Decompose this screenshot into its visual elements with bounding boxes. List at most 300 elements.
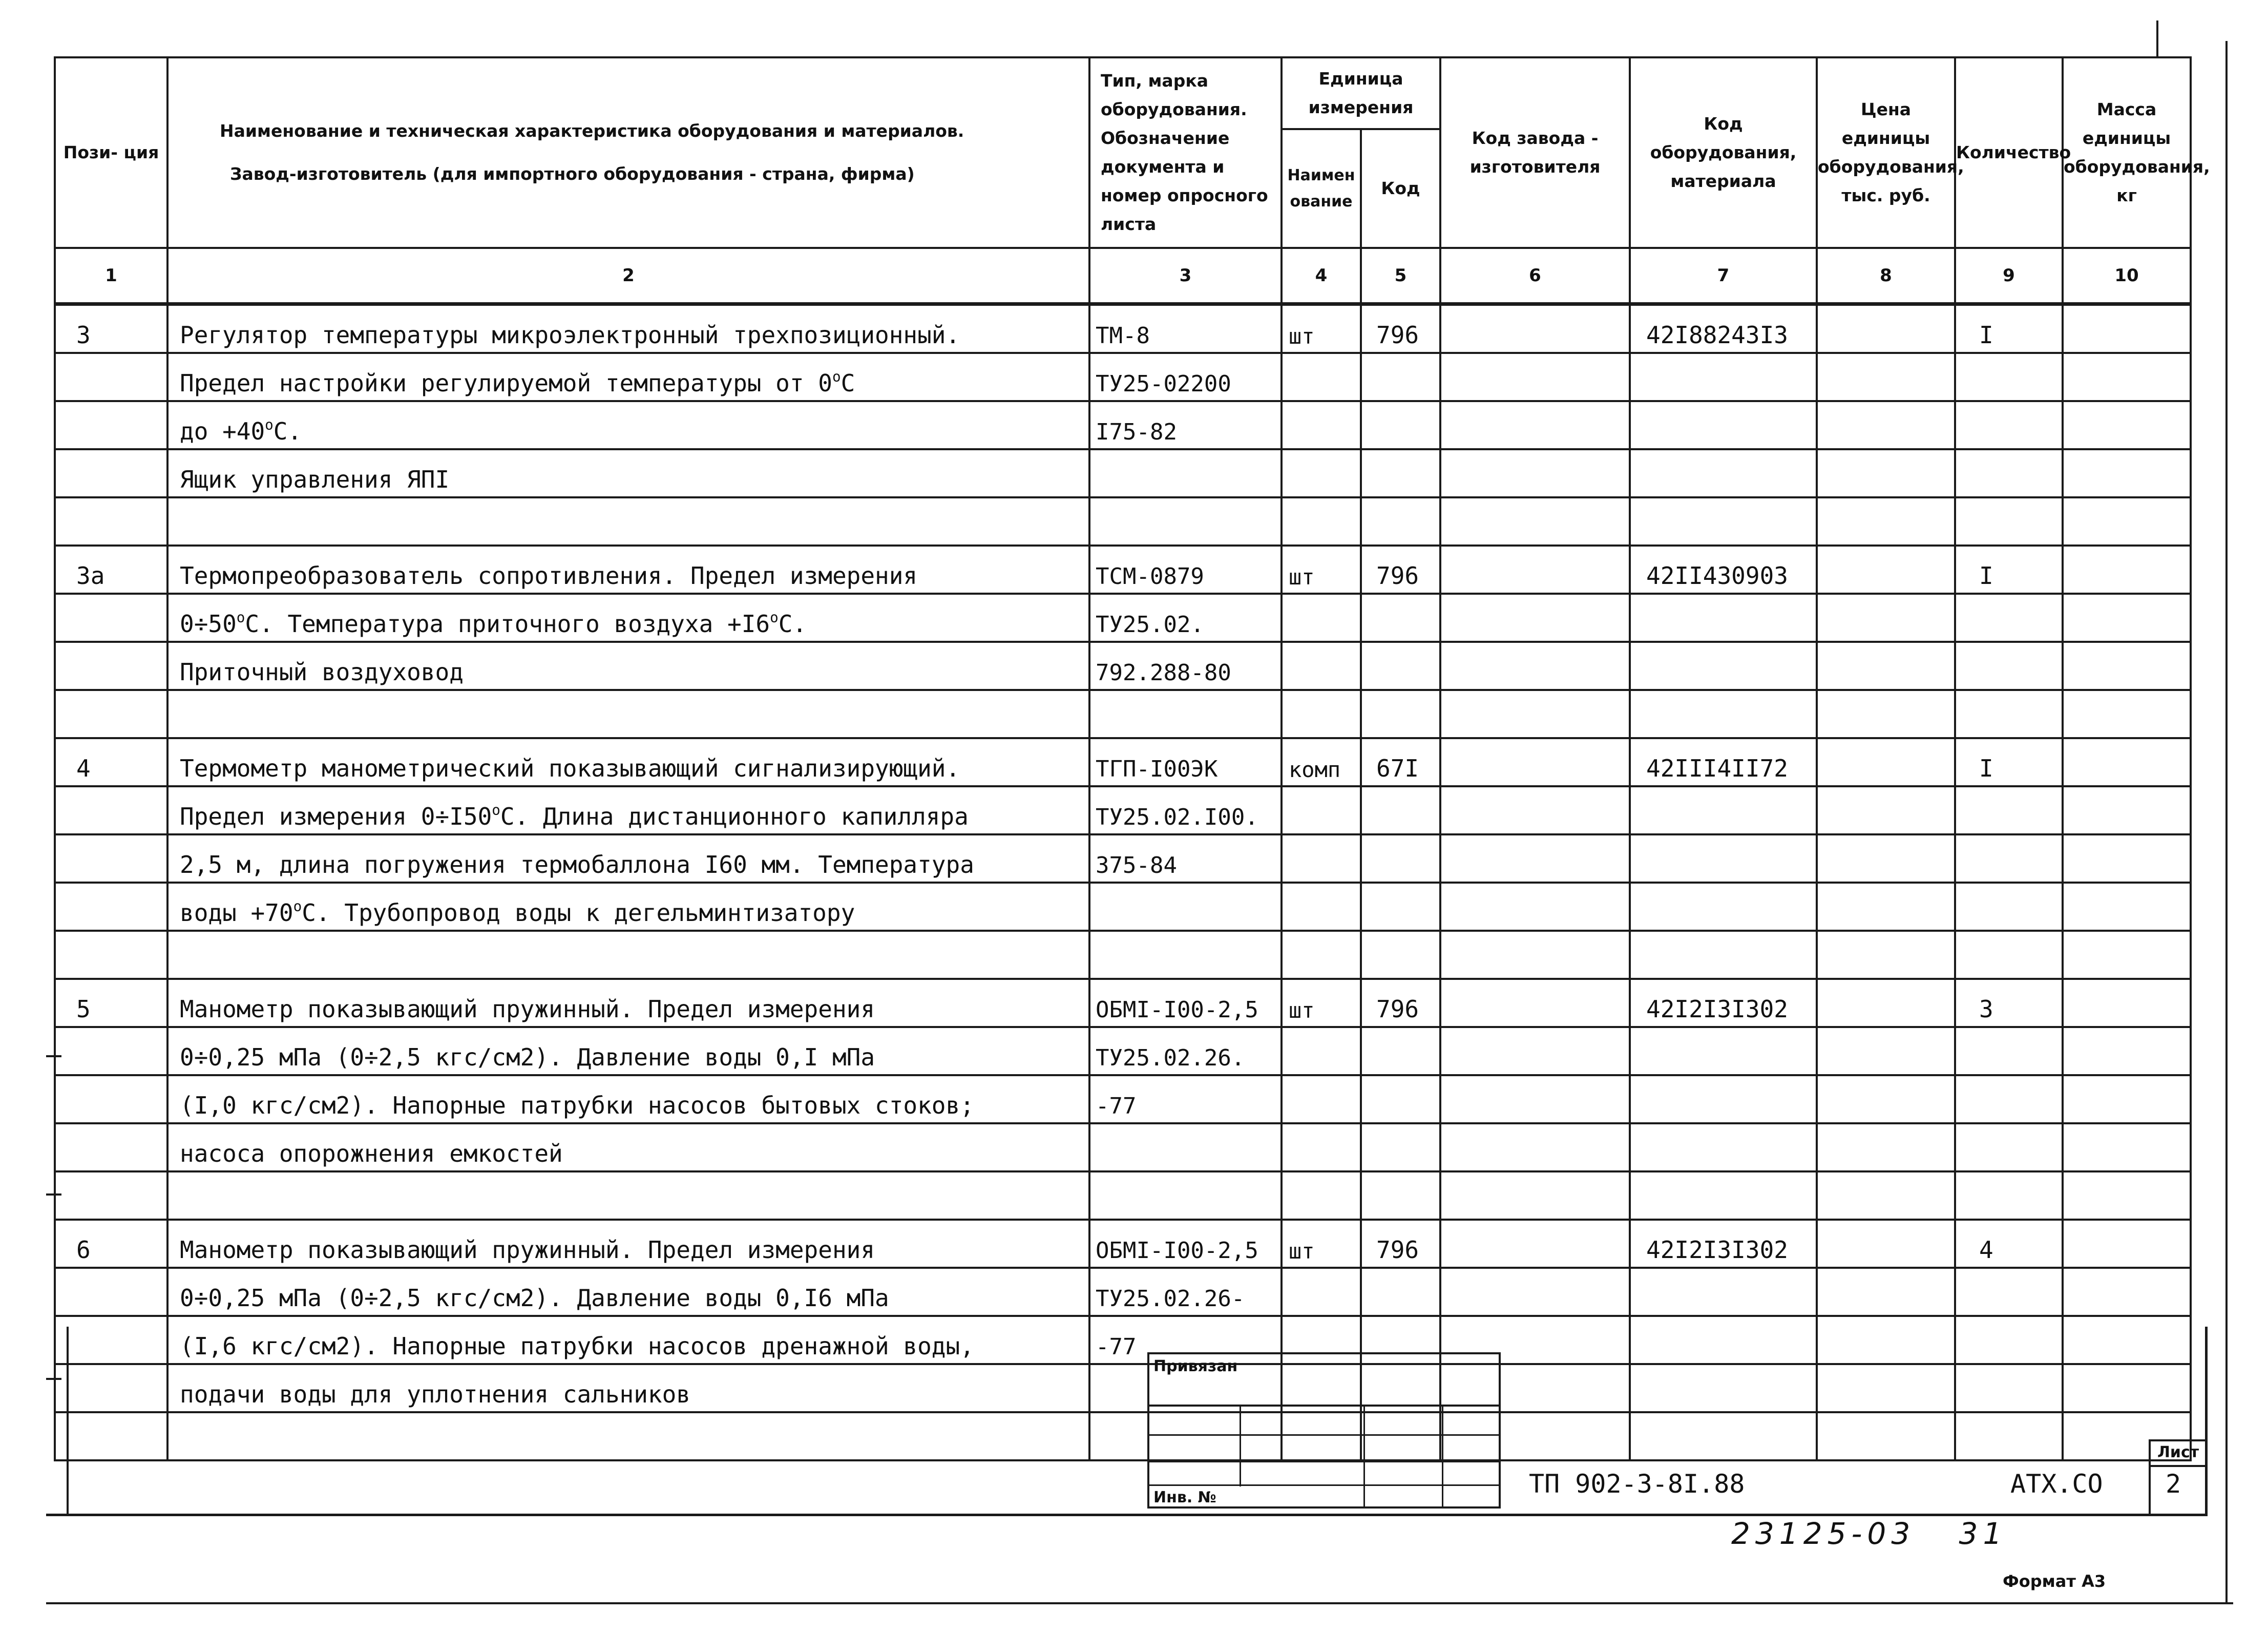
frame-left-line <box>67 1327 69 1516</box>
row-position <box>55 449 167 497</box>
row-unit-code: 796 <box>1361 546 1440 594</box>
row-factory-code <box>1440 642 1630 690</box>
row-equipment-code <box>1630 497 1817 546</box>
row-price <box>1817 1027 1955 1075</box>
row-name <box>167 786 1089 834</box>
row-position <box>55 786 167 834</box>
degree-mark: о <box>832 368 841 385</box>
row-mass <box>2063 594 2191 642</box>
row-unit-name <box>1282 449 1361 497</box>
table-row <box>55 353 2191 401</box>
row-unit-code <box>1361 401 1440 449</box>
row-equipment-code <box>1630 690 1817 738</box>
row-equipment-code <box>1630 931 1817 979</box>
document-number: ТП 902-3-8I.88 <box>1529 1469 1745 1499</box>
row-mass <box>2063 1027 2191 1075</box>
row-name: Термопреобразователь сопротивления. Предел измерения <box>167 546 1089 594</box>
row-name: (I,6 кгс/см2). Напорные патрубки насосов дренажной воды, <box>167 1316 1089 1364</box>
table-row <box>55 497 2191 546</box>
table-row <box>55 1075 2191 1123</box>
row-equipment-code: 42II430903 <box>1630 546 1817 594</box>
row-unit-code <box>1361 642 1440 690</box>
row-equipment-code <box>1630 353 1817 401</box>
row-name: 0÷0,25 мПа (0÷2,5 кгс/см2). Давление воды 0,I6 мПа <box>167 1268 1089 1316</box>
row-type: ТГП-I00ЭК <box>1089 738 1282 786</box>
row-position <box>55 883 167 931</box>
row-quantity <box>1955 1316 2063 1364</box>
row-price <box>1817 1412 1955 1460</box>
row-type: ТУ25.02.26- <box>1089 1268 1282 1316</box>
row-quantity: 3 <box>1955 979 2063 1027</box>
row-price <box>1817 1316 1955 1364</box>
column-number: 9 <box>1955 248 2063 304</box>
row-unit-code <box>1361 449 1440 497</box>
table-row <box>55 1364 2191 1412</box>
row-equipment-code <box>1630 1364 1817 1412</box>
row-position: 6 <box>55 1220 167 1268</box>
column-number: 7 <box>1630 248 1817 304</box>
row-type: I75-82 <box>1089 401 1282 449</box>
row-mass <box>2063 979 2191 1027</box>
table-row <box>55 738 2191 786</box>
row-price <box>1817 1268 1955 1316</box>
row-quantity: 4 <box>1955 1220 2063 1268</box>
row-mass <box>2063 1268 2191 1316</box>
row-unit-code <box>1361 353 1440 401</box>
row-price <box>1817 449 1955 497</box>
row-quantity <box>1955 931 2063 979</box>
row-unit-name: шт <box>1282 979 1361 1027</box>
row-quantity <box>1955 594 2063 642</box>
row-factory-code <box>1440 353 1630 401</box>
row-type: ТСМ-0879 <box>1089 546 1282 594</box>
row-factory-code <box>1440 449 1630 497</box>
row-name: Манометр показывающий пружинный. Предел измерения <box>167 979 1089 1027</box>
row-quantity: I <box>1955 304 2063 353</box>
degree-mark: о <box>492 801 500 819</box>
degree-mark: о <box>236 609 245 626</box>
header-name <box>167 57 1089 248</box>
row-price <box>1817 1171 1955 1220</box>
row-name <box>167 1412 1089 1460</box>
row-mass <box>2063 738 2191 786</box>
row-name <box>167 401 1089 449</box>
table-row <box>55 883 2191 931</box>
row-name-part: С <box>841 369 855 397</box>
row-type <box>1089 931 1282 979</box>
row-name <box>167 353 1089 401</box>
row-name <box>167 931 1089 979</box>
row-price <box>1817 497 1955 546</box>
row-type <box>1089 449 1282 497</box>
row-equipment-code <box>1630 594 1817 642</box>
row-mass <box>2063 1364 2191 1412</box>
row-mass <box>2063 1316 2191 1364</box>
row-unit-code: 67I <box>1361 738 1440 786</box>
row-unit-code: 796 <box>1361 304 1440 353</box>
row-quantity <box>1955 834 2063 883</box>
row-mass <box>2063 401 2191 449</box>
row-unit-name <box>1282 690 1361 738</box>
row-factory-code <box>1440 546 1630 594</box>
row-type: -77 <box>1089 1316 1282 1364</box>
header-unit-group: Единица измерения <box>1282 57 1440 129</box>
row-name: подачи воды для уплотнения сальников <box>167 1364 1089 1412</box>
column-number: 4 <box>1282 248 1361 304</box>
row-factory-code <box>1440 1268 1630 1316</box>
row-price <box>1817 786 1955 834</box>
row-unit-code <box>1361 1123 1440 1171</box>
row-quantity <box>1955 353 2063 401</box>
row-mass <box>2063 883 2191 931</box>
row-factory-code <box>1440 401 1630 449</box>
sheet-number: 2 <box>2166 1469 2181 1499</box>
row-type: ТУ25.02. <box>1089 594 1282 642</box>
row-position: 3 <box>55 304 167 353</box>
row-quantity <box>1955 1171 2063 1220</box>
row-quantity <box>1955 1123 2063 1171</box>
row-equipment-code: 42I2I3I302 <box>1630 979 1817 1027</box>
header-type: Тип, марка оборудования. Обозначение документа и номер опросного листа <box>1089 57 1282 248</box>
row-position <box>55 834 167 883</box>
header-quantity: Количество <box>1955 57 2063 248</box>
row-factory-code <box>1440 738 1630 786</box>
row-name: 2,5 м, длина погружения термобаллона I60 мм. Температура <box>167 834 1089 883</box>
frame-right-line <box>2205 1327 2208 1516</box>
row-price <box>1817 594 1955 642</box>
row-factory-code <box>1440 497 1630 546</box>
privyazan-rule <box>1147 1434 1501 1436</box>
row-mass <box>2063 931 2191 979</box>
row-unit-code <box>1361 690 1440 738</box>
row-equipment-code <box>1630 1075 1817 1123</box>
row-type <box>1089 883 1282 931</box>
row-factory-code <box>1440 931 1630 979</box>
privyazan-divider <box>1442 1405 1443 1509</box>
table-row <box>55 449 2191 497</box>
row-type: ТУ25-02200 <box>1089 353 1282 401</box>
row-name <box>167 594 1089 642</box>
row-mass <box>2063 1123 2191 1171</box>
row-unit-name <box>1282 931 1361 979</box>
header-unit-name: Наименование <box>1282 129 1361 248</box>
row-quantity <box>1955 642 2063 690</box>
row-price <box>1817 642 1955 690</box>
row-quantity <box>1955 497 2063 546</box>
row-unit-name <box>1282 1123 1361 1171</box>
row-type <box>1089 1171 1282 1220</box>
table-row <box>55 690 2191 738</box>
row-name-part: С. Температура приточного воздуха +I6 <box>245 610 770 638</box>
table-row <box>55 1171 2191 1220</box>
row-position <box>55 1268 167 1316</box>
row-type <box>1089 497 1282 546</box>
row-mass <box>2063 449 2191 497</box>
row-name-part: С. Трубопровод воды к дегельминтизатору <box>302 899 855 927</box>
row-type: ОБМI-I00-2,5 <box>1089 1220 1282 1268</box>
row-price <box>1817 979 1955 1027</box>
margin-tick <box>46 1055 61 1057</box>
row-unit-code <box>1361 1171 1440 1220</box>
row-equipment-code <box>1630 642 1817 690</box>
row-factory-code <box>1440 1123 1630 1171</box>
privyazan-rule <box>1147 1405 1501 1407</box>
row-equipment-code <box>1630 786 1817 834</box>
row-unit-code <box>1361 497 1440 546</box>
row-unit-code <box>1361 1268 1440 1316</box>
row-unit-name <box>1282 1171 1361 1220</box>
header-name-line1: Наименование и техническая характеристика оборудования и материалов. <box>220 120 964 141</box>
row-quantity: I <box>1955 546 2063 594</box>
row-unit-code: 796 <box>1361 979 1440 1027</box>
header-position: Пози- ция <box>55 57 167 248</box>
column-number: 2 <box>167 248 1089 304</box>
row-unit-name <box>1282 497 1361 546</box>
row-position <box>55 497 167 546</box>
row-unit-code <box>1361 1075 1440 1123</box>
row-type: 375-84 <box>1089 834 1282 883</box>
row-unit-name: шт <box>1282 304 1361 353</box>
row-position <box>55 1075 167 1123</box>
row-mass <box>2063 1171 2191 1220</box>
row-price <box>1817 1220 1955 1268</box>
row-price <box>1817 1364 1955 1412</box>
row-equipment-code <box>1630 449 1817 497</box>
row-equipment-code <box>1630 1268 1817 1316</box>
row-type: -77 <box>1089 1075 1282 1123</box>
row-quantity <box>1955 1075 2063 1123</box>
row-quantity <box>1955 1364 2063 1412</box>
row-unit-name <box>1282 834 1361 883</box>
row-equipment-code <box>1630 401 1817 449</box>
row-type <box>1089 690 1282 738</box>
row-unit-code <box>1361 786 1440 834</box>
column-number: 10 <box>2063 248 2191 304</box>
row-equipment-code <box>1630 1316 1817 1364</box>
table-row <box>55 546 2191 594</box>
row-quantity <box>1955 401 2063 449</box>
row-name: насоса опорожнения емкостей <box>167 1123 1089 1171</box>
row-equipment-code <box>1630 1412 1817 1460</box>
row-mass <box>2063 497 2191 546</box>
row-position <box>55 931 167 979</box>
row-equipment-code: 42III4II72 <box>1630 738 1817 786</box>
row-price <box>1817 304 1955 353</box>
row-unit-code <box>1361 883 1440 931</box>
row-unit-name <box>1282 1075 1361 1123</box>
row-type: ТМ-8 <box>1089 304 1282 353</box>
table-row <box>55 1412 2191 1460</box>
row-unit-name <box>1282 786 1361 834</box>
privyazan-divider <box>1363 1405 1365 1509</box>
row-factory-code <box>1440 786 1630 834</box>
row-factory-code <box>1440 1075 1630 1123</box>
handwritten-archive-number: 23125-03 31 <box>1731 1516 2007 1551</box>
row-unit-code: 796 <box>1361 1220 1440 1268</box>
row-price <box>1817 738 1955 786</box>
row-unit-name <box>1282 883 1361 931</box>
row-mass <box>2063 304 2191 353</box>
row-name <box>167 690 1089 738</box>
row-equipment-code <box>1630 1171 1817 1220</box>
doc-box-top <box>2149 1439 2208 1441</box>
document-code: АТХ.СО <box>2010 1469 2103 1499</box>
row-position <box>55 1316 167 1364</box>
row-price <box>1817 353 1955 401</box>
row-name <box>167 497 1089 546</box>
column-number: 8 <box>1817 248 1955 304</box>
row-mass <box>2063 642 2191 690</box>
row-factory-code <box>1440 834 1630 883</box>
row-price <box>1817 1123 1955 1171</box>
corner-tick <box>2156 20 2158 56</box>
row-equipment-code <box>1630 883 1817 931</box>
row-equipment-code: 42I88243I3 <box>1630 304 1817 353</box>
row-name: Термометр манометрический показывающий сигнализирующий. <box>167 738 1089 786</box>
row-position <box>55 1123 167 1171</box>
row-price <box>1817 546 1955 594</box>
row-position <box>55 690 167 738</box>
column-number: 6 <box>1440 248 1630 304</box>
row-name: Регулятор температуры микроэлектронный трехпозиционный. <box>167 304 1089 353</box>
row-factory-code <box>1440 979 1630 1027</box>
row-quantity <box>1955 786 2063 834</box>
table-row <box>55 1268 2191 1316</box>
doc-box-divider <box>2149 1439 2151 1516</box>
table-row <box>55 1316 2191 1364</box>
row-equipment-code: 42I2I3I302 <box>1630 1220 1817 1268</box>
table-row <box>55 1027 2191 1075</box>
row-position <box>55 353 167 401</box>
header-mass: Масса единицы оборудования, кг <box>2063 57 2191 248</box>
row-type: 792.288-80 <box>1089 642 1282 690</box>
row-type: ТУ25.02.I00. <box>1089 786 1282 834</box>
table-row <box>55 786 2191 834</box>
inventory-number-label: Инв. № <box>1153 1489 1216 1506</box>
row-position: 5 <box>55 979 167 1027</box>
row-unit-name <box>1282 642 1361 690</box>
row-type: ТУ25.02.26. <box>1089 1027 1282 1075</box>
row-quantity <box>1955 1027 2063 1075</box>
table-row <box>55 1123 2191 1171</box>
row-quantity <box>1955 1412 2063 1460</box>
row-price <box>1817 401 1955 449</box>
row-factory-code <box>1440 304 1630 353</box>
header-name-line2: Завод-изготовитель (для импортного оборудования - страна, фирма) <box>230 164 915 184</box>
row-name-part: С. Длина дистанционного капилляра <box>500 803 969 830</box>
header-equipment-code: Код оборудования, материала <box>1630 57 1817 248</box>
table-row <box>55 401 2191 449</box>
sheet-label: Лист <box>2157 1443 2199 1461</box>
row-unit-name: комп <box>1282 738 1361 786</box>
frame-outer-bottom-line <box>46 1602 2233 1604</box>
row-name: Манометр показывающий пружинный. Предел измерения <box>167 1220 1089 1268</box>
privyazan-divider <box>1240 1405 1241 1486</box>
row-position <box>55 1412 167 1460</box>
row-equipment-code <box>1630 1027 1817 1075</box>
row-unit-code <box>1361 834 1440 883</box>
column-numbers-row <box>55 248 2191 304</box>
column-number: 5 <box>1361 248 1440 304</box>
row-factory-code <box>1440 594 1630 642</box>
row-factory-code <box>1440 883 1630 931</box>
row-name <box>167 883 1089 931</box>
row-type <box>1089 1123 1282 1171</box>
row-price <box>1817 1075 1955 1123</box>
table-row <box>55 834 2191 883</box>
row-name: (I,0 кгс/см2). Напорные патрубки насосов бытовых стоков; <box>167 1075 1089 1123</box>
row-mass <box>2063 1075 2191 1123</box>
row-mass <box>2063 546 2191 594</box>
row-name-part: 0÷50 <box>180 610 237 638</box>
header-factory-code: Код завода - изготовителя <box>1440 57 1630 248</box>
row-unit-code <box>1361 594 1440 642</box>
row-quantity <box>1955 1268 2063 1316</box>
row-position <box>55 401 167 449</box>
row-unit-name <box>1282 594 1361 642</box>
row-price <box>1817 834 1955 883</box>
row-name <box>167 1171 1089 1220</box>
row-name-part: С. <box>778 610 807 638</box>
degree-mark: о <box>770 609 779 626</box>
row-mass <box>2063 834 2191 883</box>
row-position <box>55 642 167 690</box>
row-position <box>55 1364 167 1412</box>
row-price <box>1817 931 1955 979</box>
row-unit-code <box>1361 1027 1440 1075</box>
table-row <box>55 642 2191 690</box>
doc-box-mid <box>2149 1465 2208 1467</box>
row-unit-name <box>1282 353 1361 401</box>
row-position: 4 <box>55 738 167 786</box>
row-price <box>1817 883 1955 931</box>
privyazan-rule <box>1147 1461 1501 1462</box>
row-name-part: до +40 <box>180 417 265 445</box>
row-price <box>1817 690 1955 738</box>
table-row <box>55 304 2191 353</box>
degree-mark: о <box>265 416 274 433</box>
row-mass <box>2063 690 2191 738</box>
table-row <box>55 979 2191 1027</box>
column-number: 3 <box>1089 248 1282 304</box>
row-factory-code <box>1440 1171 1630 1220</box>
row-quantity <box>1955 883 2063 931</box>
row-unit-name <box>1282 1027 1361 1075</box>
row-name-part: воды +70 <box>180 899 293 927</box>
row-quantity <box>1955 690 2063 738</box>
column-number: 1 <box>55 248 167 304</box>
row-unit-name: шт <box>1282 546 1361 594</box>
specification-rows <box>55 304 2191 1461</box>
table-row <box>55 594 2191 642</box>
table-row <box>55 1220 2191 1268</box>
row-unit-name <box>1282 401 1361 449</box>
row-mass <box>2063 353 2191 401</box>
row-unit-name: шт <box>1282 1220 1361 1268</box>
row-name: Приточный воздуховод <box>167 642 1089 690</box>
row-name-part: С. <box>273 417 302 445</box>
row-equipment-code <box>1630 1123 1817 1171</box>
row-factory-code <box>1440 690 1630 738</box>
row-position <box>55 1171 167 1220</box>
row-mass <box>2063 1220 2191 1268</box>
row-equipment-code <box>1630 834 1817 883</box>
row-name: 0÷0,25 мПа (0÷2,5 кгс/см2). Давление воды 0,I мПа <box>167 1027 1089 1075</box>
header-unit-code: Код <box>1361 129 1440 248</box>
row-unit-code <box>1361 931 1440 979</box>
row-position <box>55 594 167 642</box>
margin-tick <box>46 1193 61 1196</box>
